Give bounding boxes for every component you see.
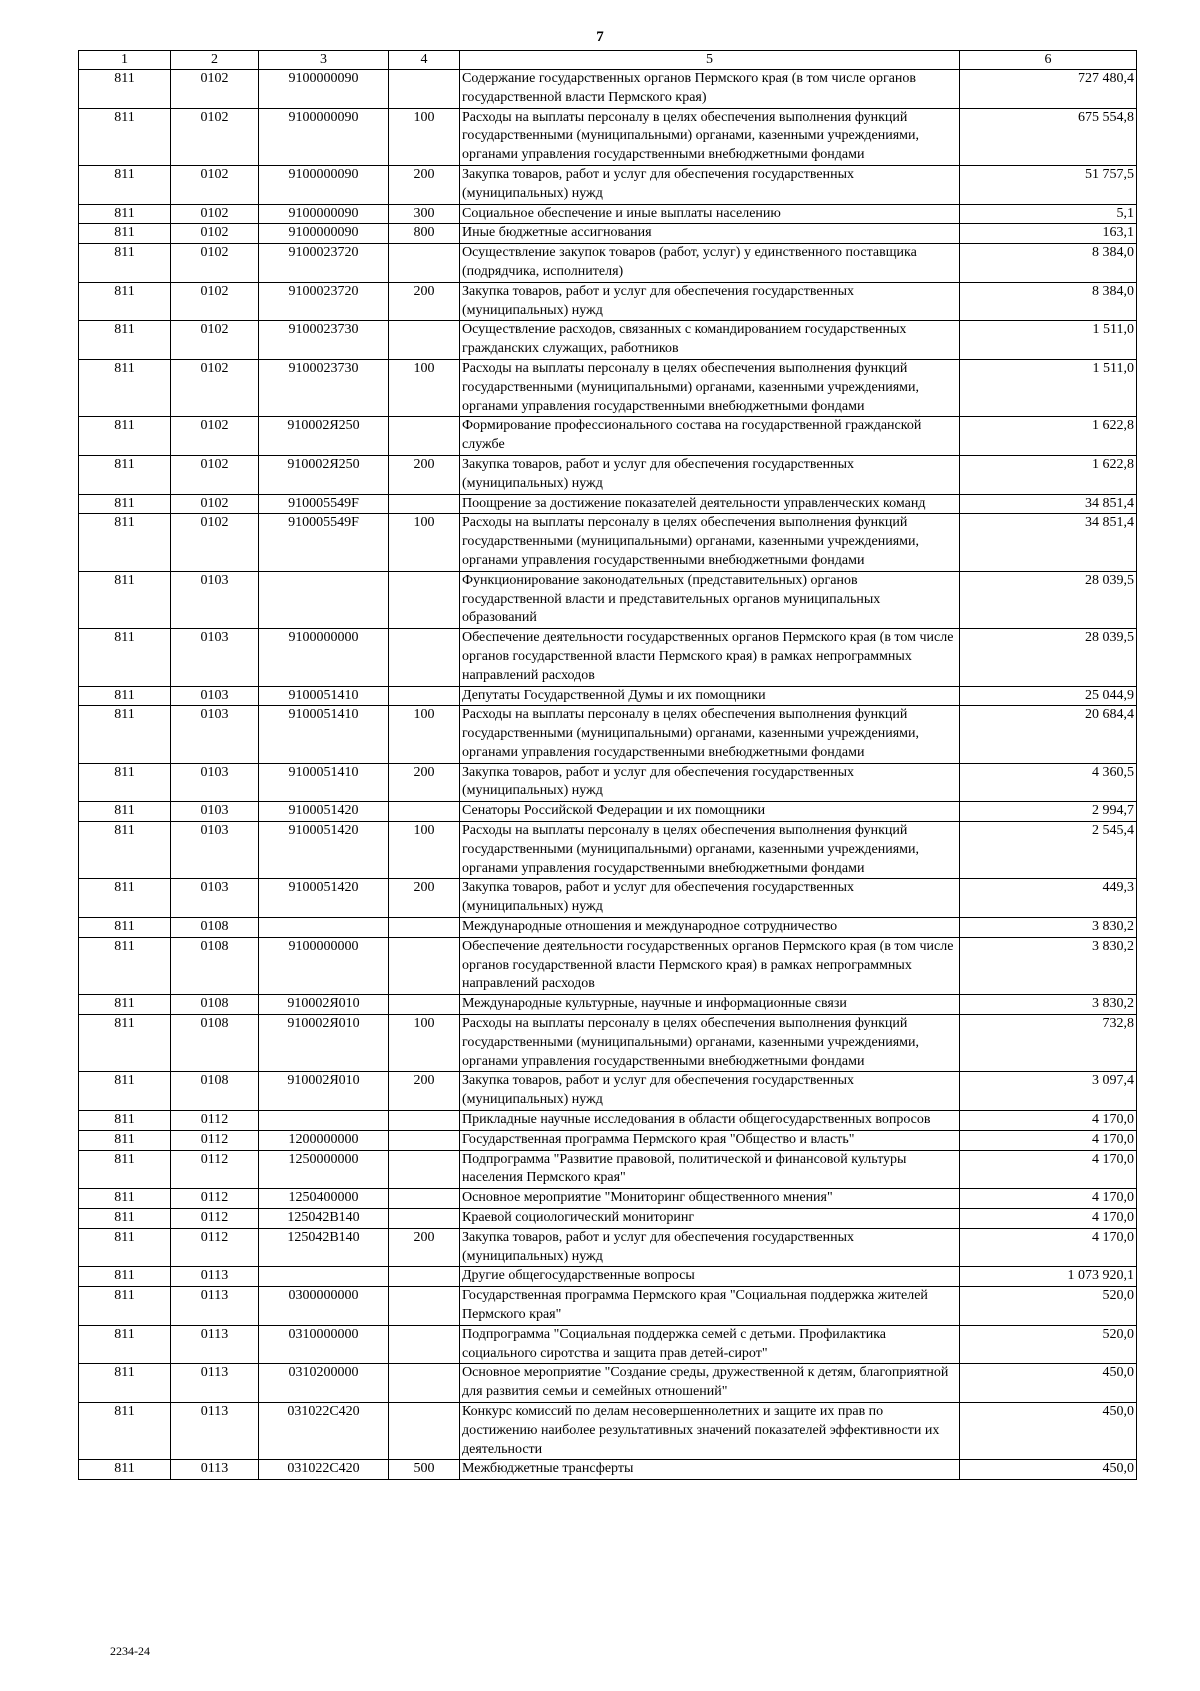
table-cell-description: Государственная программа Пермского края "Социальная поддержка жителей Пермского края": [460, 1287, 960, 1326]
table-cell-target-code: 910002Я250: [259, 455, 389, 494]
table-cell-expense-type: [389, 629, 460, 686]
table-cell-description: Расходы на выплаты персоналу в целях обеспечения выполнения функций государственными (муниципальными) органами, казенными учреждениями, органами управления государственными внебюджетными фондами: [460, 108, 960, 165]
table-row: [79, 204, 1137, 224]
table-row: [79, 1209, 1137, 1229]
table-cell-target-code: 1250000000: [259, 1150, 389, 1189]
table-cell-description: Содержание государственных органов Пермского края (в том числе органов государственной власти Пермского края): [460, 70, 960, 109]
table-cell-amount: 163,1: [960, 224, 1137, 244]
table-cell-section-code: 0103: [171, 686, 259, 706]
table-cell-target-code: 9100051410: [259, 686, 389, 706]
table-cell-amount: 732,8: [960, 1015, 1137, 1072]
table-cell-description: Поощрение за достижение показателей деятельности управленческих команд: [460, 494, 960, 514]
table-cell-amount: 4 170,0: [960, 1150, 1137, 1189]
table-cell-ministry-code: 811: [79, 629, 171, 686]
table-cell-expense-type: [389, 70, 460, 109]
table-cell-target-code: 0310000000: [259, 1325, 389, 1364]
table-cell-amount: 1 622,8: [960, 417, 1137, 456]
table-cell-ministry-code: 811: [79, 802, 171, 822]
table-cell-amount: 3 830,2: [960, 995, 1137, 1015]
table-cell-ministry-code: 811: [79, 1189, 171, 1209]
table-cell-expense-type: 200: [389, 455, 460, 494]
table-cell-amount: 8 384,0: [960, 282, 1137, 321]
table-cell-amount: 2 545,4: [960, 822, 1137, 879]
table-cell-section-code: 0113: [171, 1267, 259, 1287]
table-cell-section-code: 0102: [171, 455, 259, 494]
table-row: [79, 1130, 1137, 1150]
table-cell-amount: 51 757,5: [960, 165, 1137, 204]
table-cell-ministry-code: 811: [79, 706, 171, 763]
table-cell-section-code: 0112: [171, 1130, 259, 1150]
table-cell-target-code: 031022С420: [259, 1460, 389, 1480]
table-row: [79, 70, 1137, 109]
table-cell-expense-type: [389, 1130, 460, 1150]
table-cell-section-code: 0103: [171, 822, 259, 879]
table-cell-target-code: 910002Я010: [259, 995, 389, 1015]
table-cell-amount: 4 170,0: [960, 1189, 1137, 1209]
table-cell-amount: 1 073 920,1: [960, 1267, 1137, 1287]
table-cell-description: Обеспечение деятельности государственных органов Пермского края (в том числе органов государственной власти Пермского края) в рамках непрограммных направлений расходов: [460, 629, 960, 686]
table-cell-amount: 20 684,4: [960, 706, 1137, 763]
table-cell-section-code: 0112: [171, 1209, 259, 1229]
table-cell-ministry-code: 811: [79, 1267, 171, 1287]
table-cell-target-code: 9100023730: [259, 321, 389, 360]
table-row: [79, 802, 1137, 822]
table-cell-target-code: 9100023720: [259, 244, 389, 283]
table-cell-expense-type: [389, 244, 460, 283]
table-cell-ministry-code: 811: [79, 1072, 171, 1111]
table-cell-target-code: 1250400000: [259, 1189, 389, 1209]
table-cell-amount: 1 511,0: [960, 321, 1137, 360]
table-cell-target-code: 9100023720: [259, 282, 389, 321]
table-cell-ministry-code: 811: [79, 1364, 171, 1403]
table-row: [79, 1402, 1137, 1459]
table-row: [79, 822, 1137, 879]
table-cell-section-code: 0113: [171, 1402, 259, 1459]
table-row: [79, 1150, 1137, 1189]
table-cell-ministry-code: 811: [79, 1111, 171, 1131]
table-cell-section-code: 0108: [171, 1072, 259, 1111]
table-cell-section-code: 0112: [171, 1228, 259, 1267]
table-cell-description: Сенаторы Российской Федерации и их помощники: [460, 802, 960, 822]
table-cell-expense-type: 300: [389, 204, 460, 224]
table-cell-ministry-code: 811: [79, 494, 171, 514]
table-row: [79, 1072, 1137, 1111]
table-cell-target-code: 9100000090: [259, 165, 389, 204]
table-cell-description: Расходы на выплаты персоналу в целях обеспечения выполнения функций государственными (муниципальными) органами, казенными учреждениями, органами управления государственными внебюджетными фондами: [460, 514, 960, 571]
table-cell-amount: 520,0: [960, 1287, 1137, 1326]
table-cell-target-code: 125042В140: [259, 1228, 389, 1267]
table-cell-description: Подпрограмма "Развитие правовой, политической и финансовой культуры населения Пермского края": [460, 1150, 960, 1189]
column-number-header-row: [79, 51, 1137, 70]
table-cell-target-code: 9100051410: [259, 763, 389, 802]
table-cell-ministry-code: 811: [79, 918, 171, 938]
table-cell-amount: 4 170,0: [960, 1209, 1137, 1229]
table-cell-target-code: 910002Я250: [259, 417, 389, 456]
table-cell-description: Обеспечение деятельности государственных органов Пермского края (в том числе органов государственной власти Пермского края) в рамках непрограммных направлений расходов: [460, 937, 960, 994]
table-cell-target-code: [259, 1111, 389, 1131]
table-cell-description: Международные отношения и международное сотрудничество: [460, 918, 960, 938]
table-cell-ministry-code: 811: [79, 282, 171, 321]
table-cell-ministry-code: 811: [79, 1150, 171, 1189]
table-cell-expense-type: [389, 417, 460, 456]
table-row: [79, 1267, 1137, 1287]
table-cell-expense-type: 100: [389, 822, 460, 879]
table-cell-section-code: 0108: [171, 918, 259, 938]
table-cell-description: Функционирование законодательных (представительных) органов государственной власти и представительных органов муниципальных образований: [460, 571, 960, 628]
table-cell-section-code: 0108: [171, 937, 259, 994]
table-cell-amount: 1 511,0: [960, 359, 1137, 416]
table-cell-expense-type: 100: [389, 1015, 460, 1072]
table-cell-amount: 3 830,2: [960, 937, 1137, 994]
table-cell-expense-type: 100: [389, 108, 460, 165]
table-cell-description: Закупка товаров, работ и услуг для обеспечения государственных (муниципальных) нужд: [460, 455, 960, 494]
table-cell-description: Депутаты Государственной Думы и их помощники: [460, 686, 960, 706]
table-cell-section-code: 0103: [171, 629, 259, 686]
table-cell-expense-type: [389, 1267, 460, 1287]
table-cell-expense-type: [389, 494, 460, 514]
table-cell-expense-type: [389, 802, 460, 822]
table-cell-description: Расходы на выплаты персоналу в целях обеспечения выполнения функций государственными (муниципальными) органами, казенными учреждениями, органами управления государственными внебюджетными фондами: [460, 706, 960, 763]
table-cell-expense-type: [389, 1287, 460, 1326]
table-cell-expense-type: 200: [389, 165, 460, 204]
table-cell-ministry-code: 811: [79, 937, 171, 994]
table-cell-target-code: 9100051420: [259, 879, 389, 918]
table-cell-amount: 450,0: [960, 1460, 1137, 1480]
column-number-4: 4: [389, 51, 460, 70]
table-cell-expense-type: [389, 1402, 460, 1459]
table-cell-expense-type: 200: [389, 763, 460, 802]
table-cell-description: Осуществление расходов, связанных с командированием государственных гражданских служащих, работников: [460, 321, 960, 360]
table-cell-expense-type: 100: [389, 706, 460, 763]
table-cell-description: Закупка товаров, работ и услуг для обеспечения государственных (муниципальных) нужд: [460, 879, 960, 918]
table-cell-target-code: 9100051420: [259, 822, 389, 879]
table-cell-section-code: 0112: [171, 1189, 259, 1209]
table-cell-section-code: 0112: [171, 1111, 259, 1131]
table-row: [79, 417, 1137, 456]
table-cell-ministry-code: 811: [79, 763, 171, 802]
table-cell-target-code: 9100000090: [259, 204, 389, 224]
table-cell-expense-type: [389, 995, 460, 1015]
table-cell-description: Иные бюджетные ассигнования: [460, 224, 960, 244]
table-cell-amount: 28 039,5: [960, 629, 1137, 686]
table-cell-description: Международные культурные, научные и информационные связи: [460, 995, 960, 1015]
table-cell-expense-type: [389, 321, 460, 360]
table-cell-section-code: 0103: [171, 802, 259, 822]
table-cell-ministry-code: 811: [79, 321, 171, 360]
table-cell-amount: 449,3: [960, 879, 1137, 918]
budget-table: [78, 50, 1137, 1480]
table-row: [79, 494, 1137, 514]
table-row: [79, 918, 1137, 938]
table-cell-expense-type: [389, 1325, 460, 1364]
table-row: [79, 686, 1137, 706]
table-cell-description: Закупка товаров, работ и услуг для обеспечения государственных (муниципальных) нужд: [460, 165, 960, 204]
table-cell-description: Закупка товаров, работ и услуг для обеспечения государственных (муниципальных) нужд: [460, 282, 960, 321]
table-cell-expense-type: 100: [389, 514, 460, 571]
table-cell-ministry-code: 811: [79, 224, 171, 244]
table-cell-ministry-code: 811: [79, 686, 171, 706]
document-code: 2234-24: [110, 1644, 150, 1658]
table-row: [79, 455, 1137, 494]
table-cell-target-code: 910002Я010: [259, 1072, 389, 1111]
table-cell-description: Осуществление закупок товаров (работ, услуг) у единственного поставщика (подрядчика, исполнителя): [460, 244, 960, 283]
table-cell-target-code: 9100000000: [259, 629, 389, 686]
table-cell-target-code: 125042В140: [259, 1209, 389, 1229]
table-row: [79, 1325, 1137, 1364]
table-cell-description: Закупка товаров, работ и услуг для обеспечения государственных (муниципальных) нужд: [460, 1228, 960, 1267]
table-cell-section-code: 0113: [171, 1325, 259, 1364]
table-cell-description: Краевой социологический мониторинг: [460, 1209, 960, 1229]
column-number-5: 5: [460, 51, 960, 70]
table-cell-description: Расходы на выплаты персоналу в целях обеспечения выполнения функций государственными (муниципальными) органами, казенными учреждениями, органами управления государственными внебюджетными фондами: [460, 822, 960, 879]
table-cell-target-code: 0310200000: [259, 1364, 389, 1403]
table-cell-expense-type: 200: [389, 879, 460, 918]
table-cell-amount: 450,0: [960, 1364, 1137, 1403]
column-number-6: 6: [960, 51, 1137, 70]
table-cell-ministry-code: 811: [79, 244, 171, 283]
table-cell-ministry-code: 811: [79, 359, 171, 416]
table-cell-target-code: 9100051410: [259, 706, 389, 763]
table-cell-expense-type: [389, 1189, 460, 1209]
table-cell-ministry-code: 811: [79, 1228, 171, 1267]
table-cell-target-code: 9100023730: [259, 359, 389, 416]
table-cell-target-code: [259, 571, 389, 628]
table-cell-description: Расходы на выплаты персоналу в целях обеспечения выполнения функций государственными (муниципальными) органами, казенными учреждениями, органами управления государственными внебюджетными фондами: [460, 1015, 960, 1072]
table-cell-description: Прикладные научные исследования в области общегосударственных вопросов: [460, 1111, 960, 1131]
table-cell-expense-type: 100: [389, 359, 460, 416]
table-cell-amount: 3 097,4: [960, 1072, 1137, 1111]
table-cell-amount: 675 554,8: [960, 108, 1137, 165]
table-cell-ministry-code: 811: [79, 1130, 171, 1150]
table-cell-description: Государственная программа Пермского края "Общество и власть": [460, 1130, 960, 1150]
table-row: [79, 995, 1137, 1015]
table-row: [79, 514, 1137, 571]
table-cell-amount: 34 851,4: [960, 494, 1137, 514]
table-cell-section-code: 0102: [171, 514, 259, 571]
table-row: [79, 1015, 1137, 1072]
table-cell-section-code: 0102: [171, 108, 259, 165]
table-row: [79, 244, 1137, 283]
table-cell-target-code: 9100000000: [259, 937, 389, 994]
table-cell-ministry-code: 811: [79, 1015, 171, 1072]
table-cell-section-code: 0102: [171, 70, 259, 109]
table-row: [79, 108, 1137, 165]
table-cell-description: Закупка товаров, работ и услуг для обеспечения государственных (муниципальных) нужд: [460, 1072, 960, 1111]
table-cell-section-code: 0102: [171, 204, 259, 224]
table-cell-description: Основное мероприятие "Мониторинг общественного мнения": [460, 1189, 960, 1209]
table-cell-section-code: 0113: [171, 1364, 259, 1403]
table-cell-amount: 1 622,8: [960, 455, 1137, 494]
column-number-3: 3: [259, 51, 389, 70]
table-cell-section-code: 0102: [171, 494, 259, 514]
table-cell-target-code: 910005549F: [259, 514, 389, 571]
table-cell-section-code: 0108: [171, 995, 259, 1015]
table-cell-ministry-code: 811: [79, 1209, 171, 1229]
table-row: [79, 1228, 1137, 1267]
table-row: [79, 1189, 1137, 1209]
table-cell-section-code: 0102: [171, 417, 259, 456]
table-cell-amount: 450,0: [960, 1402, 1137, 1459]
table-cell-ministry-code: 811: [79, 995, 171, 1015]
table-cell-target-code: 9100051420: [259, 802, 389, 822]
table-cell-ministry-code: 811: [79, 165, 171, 204]
table-cell-expense-type: [389, 1209, 460, 1229]
table-cell-expense-type: [389, 1364, 460, 1403]
table-cell-expense-type: 200: [389, 282, 460, 321]
table-cell-amount: 4 170,0: [960, 1111, 1137, 1131]
table-cell-expense-type: 200: [389, 1228, 460, 1267]
table-cell-ministry-code: 811: [79, 108, 171, 165]
table-cell-ministry-code: 811: [79, 514, 171, 571]
table-cell-amount: 8 384,0: [960, 244, 1137, 283]
table-cell-section-code: 0103: [171, 879, 259, 918]
table-cell-target-code: 9100000090: [259, 108, 389, 165]
table-cell-section-code: 0113: [171, 1460, 259, 1480]
table-cell-amount: 25 044,9: [960, 686, 1137, 706]
table-cell-description: Социальное обеспечение и иные выплаты населению: [460, 204, 960, 224]
table-row: [79, 165, 1137, 204]
table-cell-amount: 3 830,2: [960, 918, 1137, 938]
table-cell-amount: 34 851,4: [960, 514, 1137, 571]
table-cell-amount: 4 170,0: [960, 1130, 1137, 1150]
table-cell-expense-type: [389, 571, 460, 628]
table-cell-amount: 28 039,5: [960, 571, 1137, 628]
table-cell-target-code: [259, 1267, 389, 1287]
table-row: [79, 1364, 1137, 1403]
table-row: [79, 763, 1137, 802]
table-cell-section-code: 0103: [171, 763, 259, 802]
table-cell-description: Формирование профессионального состава на государственной гражданской службе: [460, 417, 960, 456]
table-cell-ministry-code: 811: [79, 455, 171, 494]
table-cell-target-code: 0300000000: [259, 1287, 389, 1326]
table-cell-section-code: 0102: [171, 224, 259, 244]
table-cell-target-code: 1200000000: [259, 1130, 389, 1150]
table-cell-expense-type: [389, 1150, 460, 1189]
table-cell-section-code: 0102: [171, 165, 259, 204]
table-cell-description: Другие общегосударственные вопросы: [460, 1267, 960, 1287]
table-cell-amount: 520,0: [960, 1325, 1137, 1364]
table-cell-ministry-code: 811: [79, 571, 171, 628]
table-cell-description: Закупка товаров, работ и услуг для обеспечения государственных (муниципальных) нужд: [460, 763, 960, 802]
table-cell-section-code: 0103: [171, 706, 259, 763]
table-cell-expense-type: [389, 937, 460, 994]
table-cell-ministry-code: 811: [79, 70, 171, 109]
page-number: 7: [596, 29, 604, 45]
table-cell-amount: 4 170,0: [960, 1228, 1137, 1267]
table-cell-section-code: 0102: [171, 359, 259, 416]
table-row: [79, 224, 1137, 244]
column-number-2: 2: [171, 51, 259, 70]
table-cell-amount: 727 480,4: [960, 70, 1137, 109]
column-number-1: 1: [79, 51, 171, 70]
table-cell-section-code: 0108: [171, 1015, 259, 1072]
table-cell-expense-type: 800: [389, 224, 460, 244]
table-row: [79, 879, 1137, 918]
table-cell-ministry-code: 811: [79, 204, 171, 224]
table-cell-ministry-code: 811: [79, 1325, 171, 1364]
table-cell-section-code: 0102: [171, 244, 259, 283]
table-cell-section-code: 0103: [171, 571, 259, 628]
table-row: [79, 1111, 1137, 1131]
table-cell-description: Расходы на выплаты персоналу в целях обеспечения выполнения функций государственными (муниципальными) органами, казенными учреждениями, органами управления государственными внебюджетными фондами: [460, 359, 960, 416]
table-cell-target-code: 9100000090: [259, 70, 389, 109]
table-row: [79, 706, 1137, 763]
table-cell-expense-type: 500: [389, 1460, 460, 1480]
table-cell-expense-type: [389, 918, 460, 938]
table-cell-description: Конкурс комиссий по делам несовершеннолетних и защите их прав по достижению наиболее результативных значений показателей эффективности их деятельности: [460, 1402, 960, 1459]
table-cell-ministry-code: 811: [79, 822, 171, 879]
table-cell-target-code: 9100000090: [259, 224, 389, 244]
table-row: [79, 937, 1137, 994]
table-cell-ministry-code: 811: [79, 417, 171, 456]
table-cell-section-code: 0113: [171, 1287, 259, 1326]
table-cell-ministry-code: 811: [79, 1287, 171, 1326]
table-row: [79, 571, 1137, 628]
table-cell-amount: 4 360,5: [960, 763, 1137, 802]
table-cell-amount: 5,1: [960, 204, 1137, 224]
table-cell-target-code: 910002Я010: [259, 1015, 389, 1072]
table-cell-section-code: 0112: [171, 1150, 259, 1189]
table-cell-description: Основное мероприятие "Создание среды, дружественной к детям, благоприятной для развития семьи и семейных отношений": [460, 1364, 960, 1403]
table-row: [79, 1287, 1137, 1326]
table-row: [79, 1460, 1137, 1480]
table-cell-expense-type: [389, 1111, 460, 1131]
table-cell-amount: 2 994,7: [960, 802, 1137, 822]
table-cell-expense-type: [389, 686, 460, 706]
table-cell-description: Межбюджетные трансферты: [460, 1460, 960, 1480]
table-cell-description: Подпрограмма "Социальная поддержка семей с детьми. Профилактика социального сиротства и защита прав детей-сирот": [460, 1325, 960, 1364]
table-row: [79, 282, 1137, 321]
table-cell-expense-type: 200: [389, 1072, 460, 1111]
table-cell-target-code: [259, 918, 389, 938]
table-cell-ministry-code: 811: [79, 879, 171, 918]
table-cell-target-code: 031022С420: [259, 1402, 389, 1459]
table-cell-ministry-code: 811: [79, 1460, 171, 1480]
table-row: [79, 321, 1137, 360]
table-cell-target-code: 910005549F: [259, 494, 389, 514]
table-row: [79, 629, 1137, 686]
table-cell-section-code: 0102: [171, 321, 259, 360]
table-cell-ministry-code: 811: [79, 1402, 171, 1459]
table-cell-section-code: 0102: [171, 282, 259, 321]
table-row: [79, 359, 1137, 416]
